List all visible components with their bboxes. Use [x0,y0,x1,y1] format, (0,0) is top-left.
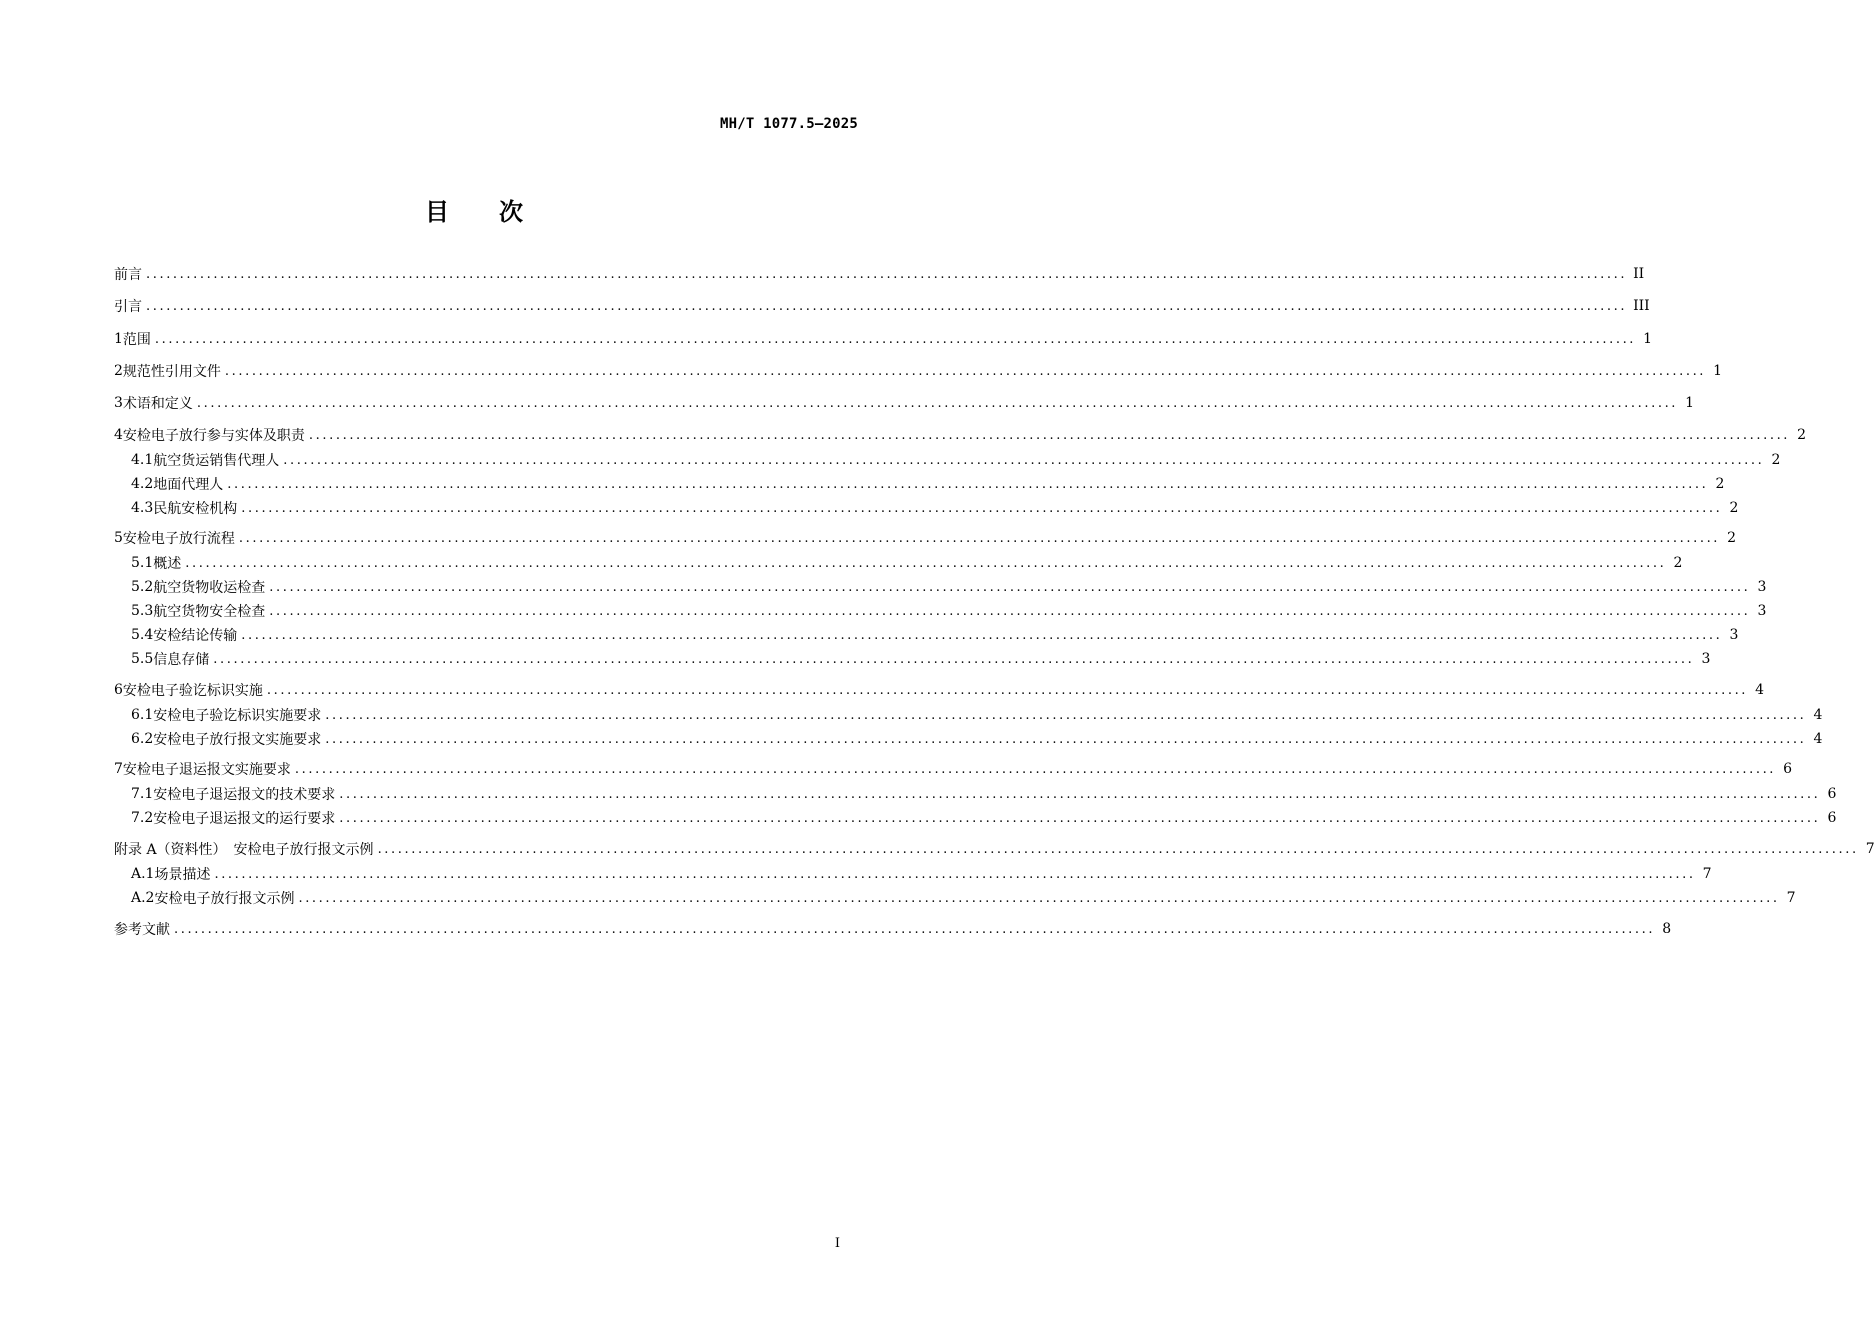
toc-entry-label: 场景描述 [154,867,211,883]
toc-entry[interactable] [114,862,1712,886]
toc-dot-leader: ............................................................................................................................................................................................................................ [154,331,1637,347]
toc-entry-page: III [1633,298,1650,314]
toc-entry[interactable] [114,472,1725,496]
toc-entry[interactable] [114,599,1767,623]
toc-entry-label: 安检电子退运报文的技术要求 [153,787,336,803]
toc-entry-label: 安检电子退运报文实施要求 [122,762,291,778]
toc-entry-number: 1 [114,331,123,347]
toc-dot-leader: ............................................................................................................................................................................................................................ [213,651,1695,667]
toc-entry-label: 引言 [114,299,142,315]
toc-entry-label: 民航安检机构 [153,501,238,517]
toc-dot-leader: ............................................................................................................................................................................................................................ [294,761,1777,777]
toc-entry-number: 4 [114,427,123,443]
toc-entry-page: 7 [1865,841,1875,857]
toc-entry[interactable] [114,526,1737,550]
toc-entry[interactable] [114,551,1683,575]
toc-dot-leader: ............................................................................................................................................................................................................................ [238,530,1721,546]
toc-entry-label: 航空货物安全检查 [153,604,266,620]
toc-entry-label: 信息存储 [153,652,210,668]
toc-entry-page: 6 [1827,810,1837,826]
toc-entry-number: A.1 [131,866,155,882]
toc-dot-leader: ............................................................................................................................................................................................................................ [339,786,1821,802]
toc-entry-page: 2 [1715,476,1725,492]
toc-entry[interactable] [114,647,1711,671]
toc-entry[interactable] [114,917,1672,941]
toc-entry-label: 安检电子验讫标识实施要求 [153,708,322,724]
toc-entry-page: 2 [1727,530,1737,546]
toc-dot-leader: ............................................................................................................................................................................................................................ [283,452,1765,468]
toc-entry-label: 安检电子退运报文的运行要求 [153,811,336,827]
toc-entry[interactable] [114,623,1739,647]
toc-title [0,192,950,227]
toc-entry-number: 7.2 [131,810,154,826]
toc-entry-number: A.2 [131,890,155,906]
toc-entry-label: 前言 [114,267,142,283]
toc-entry[interactable] [114,294,1650,318]
toc-entry-label: 范围 [122,332,151,348]
toc-entry[interactable] [114,727,1823,751]
toc-entry-page: 7 [1702,866,1712,882]
toc-entry-label: 安检电子放行流程 [122,531,235,547]
toc-entry-page: 6 [1827,786,1837,802]
toc-entry-number: 5.4 [131,627,154,643]
toc-dot-leader: ............................................................................................................................................................................................................................ [185,555,1667,571]
toc-entry-label: 附录 A（资料性） 安检电子放行报文示例 [114,842,374,858]
toc-dot-leader: ............................................................................................................................................................................................................................ [308,427,1791,443]
toc-entry-page: 4 [1813,707,1823,723]
toc-entry-page: 3 [1729,627,1739,643]
toc-entry-label: 参考文献 [114,922,170,938]
toc-entry-page: 4 [1755,682,1765,698]
toc-dot-leader: ............................................................................................................................................................................................................................ [325,707,1807,723]
toc-entry-label: 航空货运销售代理人 [153,453,280,469]
toc-entry-page: 1 [1643,331,1653,347]
toc-dot-leader: ............................................................................................................................................................................................................................ [227,476,1709,492]
toc-dot-leader: ............................................................................................................................................................................................................................ [146,298,1628,314]
toc-entry[interactable] [114,262,1645,286]
toc-dot-leader: ............................................................................................................................................................................................................................ [146,266,1628,282]
toc-entry-page: 2 [1797,427,1807,443]
toc-entry-label: 航空货物收运检查 [153,580,266,596]
toc-dot-leader: ............................................................................................................................................................................................................................ [269,603,1751,619]
toc-entry-number: 6.2 [131,731,154,747]
toc-entry-page: 7 [1786,890,1796,906]
toc-dot-leader: ............................................................................................................................................................................................................................ [224,363,1707,379]
toc-entry-number: 5.5 [131,651,154,667]
toc-entry-label: 安检电子放行报文示例 [154,891,295,907]
toc-entry-page: 1 [1685,395,1695,411]
toc-title-char-2: 次 [499,198,525,226]
document-code: MH/T 1077.5—2025 [719,116,858,132]
toc-entry-page: II [1633,266,1645,282]
toc-entry-page: 2 [1673,555,1683,571]
toc-entry-label: 安检电子放行参与实体及职责 [122,428,305,444]
toc-dot-leader: ............................................................................................................................................................................................................................ [269,579,1751,595]
footer-page-number: I [834,1236,840,1251]
toc-entry[interactable] [114,837,1875,861]
toc-entry-number: 7 [114,761,123,777]
toc-entry-label: 安检结论传输 [153,628,238,644]
toc-entry-number: 5 [114,530,123,546]
toc-entry[interactable] [114,448,1781,472]
toc-entry-label: 概述 [153,556,182,572]
toc-entry[interactable] [114,782,1837,806]
toc-dot-leader: ............................................................................................................................................................................................................................ [174,921,1656,937]
toc-dot-leader: ............................................................................................................................................................................................................................ [241,627,1723,643]
toc-entry[interactable] [114,327,1653,351]
toc-entry-number: 4.1 [131,452,154,468]
toc-entry[interactable] [114,806,1837,830]
toc-entry-number: 3 [114,395,123,411]
toc-entry-number: 4.2 [131,476,154,492]
toc-entry-label: 安检电子验讫标识实施 [122,683,263,699]
toc-entry-number: 5.2 [131,579,154,595]
toc-dot-leader: ............................................................................................................................................................................................................................ [377,841,1859,857]
toc-dot-leader: ............................................................................................................................................................................................................................ [325,731,1807,747]
toc-entry[interactable] [114,496,1739,520]
toc-dot-leader: ............................................................................................................................................................................................................................ [339,810,1821,826]
toc-entry-page: 2 [1771,452,1781,468]
toc-entry-page: 3 [1757,603,1767,619]
toc-entry[interactable] [114,391,1695,415]
toc-entry[interactable] [114,423,1807,447]
toc-entry-label: 术语和定义 [122,396,193,412]
toc-entry-label: 地面代理人 [153,477,224,493]
toc-dot-leader: ............................................................................................................................................................................................................................ [214,866,1696,882]
toc-entry-number: 5.3 [131,603,154,619]
toc-entry[interactable] [114,886,1796,910]
toc-dot-leader: ............................................................................................................................................................................................................................ [298,890,1780,906]
toc-entry-page: 4 [1813,731,1823,747]
toc-title-char-1: 目 [425,198,451,226]
toc-entry[interactable] [114,359,1723,383]
toc-entry-number: 7.1 [131,786,154,802]
toc-entry-number: 6 [114,682,123,698]
toc-entry-page: 6 [1783,761,1793,777]
toc-dot-leader: ............................................................................................................................................................................................................................ [266,682,1749,698]
toc-entry-label: 安检电子放行报文实施要求 [153,732,322,748]
toc-entry[interactable] [114,757,1793,781]
toc-entry-number: 4.3 [131,500,154,516]
toc-dot-leader: ............................................................................................................................................................................................................................ [241,500,1723,516]
toc-entry-page: 1 [1713,363,1723,379]
toc-entry-page: 8 [1662,921,1672,937]
toc-entry-number: 5.1 [131,555,154,571]
toc-entry-label: 规范性引用文件 [122,364,221,380]
toc-entry[interactable] [114,678,1765,702]
toc-entry-number: 2 [114,363,123,379]
toc-entry-page: 3 [1701,651,1711,667]
toc-entry-page: 2 [1729,500,1739,516]
toc-entry[interactable] [114,703,1823,727]
toc-entry-number: 6.1 [131,707,154,723]
toc-entry[interactable] [114,575,1767,599]
toc-entry-page: 3 [1757,579,1767,595]
toc-dot-leader: ............................................................................................................................................................................................................................ [196,395,1679,411]
